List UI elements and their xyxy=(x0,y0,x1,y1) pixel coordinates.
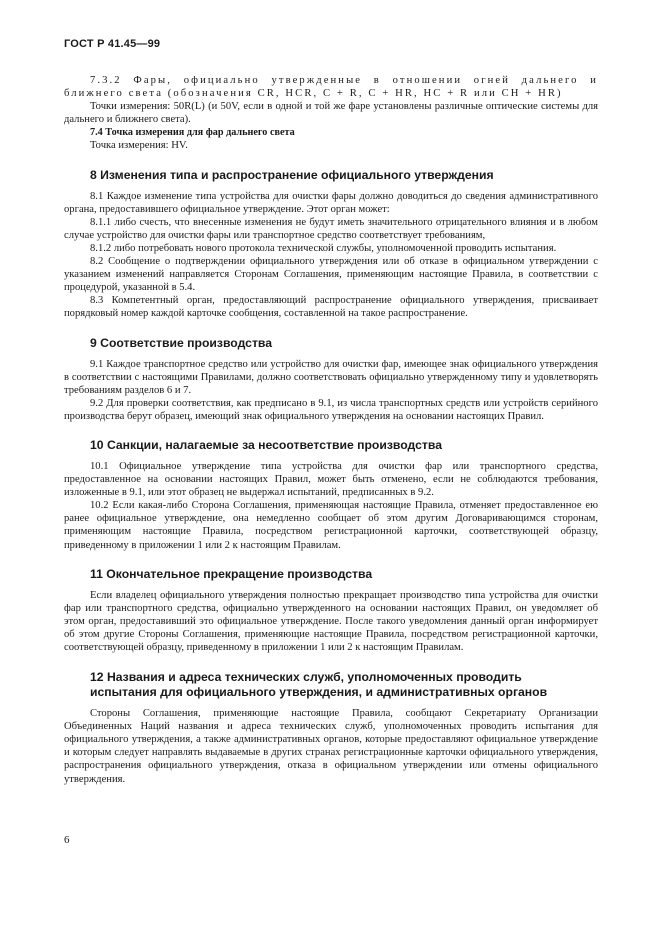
section-11-heading: 11 Окончательное прекращение производства xyxy=(90,566,373,581)
subheading-7-4: 7.4 Точка измерения для фар дальнего света xyxy=(90,127,295,139)
paragraph-9-2: 9.2 Для проверки соответствия, как предписано в 9.1, из числа транспортных средств или устройств серийного производства берут образец, имеющий знак официального утверждения на основании настоящих Правил. xyxy=(64,397,598,422)
paragraph-8-1: 8.1 Каждое изменение типа устройства для очистки фары должно доводиться до сведения административного органа, предоставившего официальное утверждение. Этот орган может: xyxy=(64,190,598,215)
paragraph-11: Если владелец официального утверждения полностью прекращает производство типа устройства для очистки фар или транспортного средства, официально утвержденного на основании настоящих Правил, он уведомляет об этом орган, предоставивший это официальное утверждение. После такого уведомления данный орган информирует об этом другие Стороны Соглашения, применяющие настоящие Правила, посредством регистрационной карточки, соответствующей образцу, приведенному в приложении 1 или 2 к настоящим Правилам. xyxy=(64,589,598,653)
paragraph-8-1-1: 8.1.1 либо счесть, что внесенные изменения не будут иметь значительного отрицательного влияния и в любом случае устройство для очистки фары или транспортное средство соответствует требованиям, xyxy=(64,216,598,241)
paragraph-8-3: 8.3 Компетентный орган, предоставляющий распространение официального утверждения, присваивает порядковый номер каждой карточке сообщения, составленной на такое распространение. xyxy=(64,295,598,320)
paragraph-10-1: 10.1 Официальное утверждение типа устройства для очистки фар или транспортного средства, предоставленное на основании настоящих Правил, может быть отменено, если не соблюдаются требования, изложенные в 9.1, или этот образец не выдержал испытаний, предписанных в 9.2. xyxy=(64,460,598,499)
paragraph-measurement-points: Точки измерения: 50R(L) (и 50V, если в одной и той же фаре установлены различные оптические системы для дальнего и ближнего света). xyxy=(64,101,598,126)
paragraph-measurement-point-hv: Точка измерения: HV. xyxy=(90,140,188,152)
paragraph-12: Стороны Соглашения, применяющие настоящие Правила, сообщают Секретариату Организации Объединенных Наций названия и адреса технических служб, уполномоченных проводить испытания для официального утверждения, а также административных органов, которые предоставляют официальное утверждение и которым следует направлять выдаваемые в других странах регистрационные карточки официального утверждения, распространения официального утверждения, отказа в официальном утверждении или отмены официального утверждения. xyxy=(64,708,598,785)
page-number: 6 xyxy=(64,834,70,846)
paragraph-7-3-2: 7.3.2 Фары, официально утвержденные в отношении огней дальнего и ближнего света (обозначения CR, HCR, C + R, C + HR, HC + R или CH + HR) xyxy=(64,75,598,100)
paragraph-8-1-2: 8.1.2 либо потребовать нового протокола технической службы, уполномоченной проводить испытания. xyxy=(90,242,557,254)
section-12-heading xyxy=(90,670,598,700)
section-9-heading: 9 Соответствие производства xyxy=(90,335,273,350)
page-content xyxy=(64,74,598,786)
paragraph-10-2: 10.2 Если какая-либо Сторона Соглашения, применяющая настоящие Правила, отменяет предоставленное ею ранее официальное утверждение, она немедленно сообщает об этом другим Договаривающимся сторонам, применяющим настоящие Правила, посредством регистрационной карточки, соответствующей образцу, приведенному в приложении 1 или 2 к настоящим Правилам. xyxy=(64,500,598,551)
section-12-heading-line2: испытания для официального утверждения, и административных органов xyxy=(90,685,548,700)
section-12-heading-line1: 12 Названия и адреса технических служб, уполномоченных проводить xyxy=(90,670,522,685)
document-header: ГОСТ Р 41.45—99 xyxy=(64,38,161,50)
section-8-heading: 8 Изменения типа и распространение официального утверждения xyxy=(90,167,494,182)
section-10-heading: 10 Санкции, налагаемые за несоответствие производства xyxy=(90,437,442,452)
paragraph-9-1: 9.1 Каждое транспортное средство или устройство для очистки фар, имеющее знак официального утверждения в соответствии с настоящими Правилами, должно соответствовать официально утвержденному типу и удовлетворять требованиям разделов 6 и 7. xyxy=(64,358,598,396)
paragraph-8-2: 8.2 Сообщение о подтверждении официального утверждения или об отказе в официальном утверждении с указанием изменений направляется Сторонам Соглашения, применяющим настоящие Правила, в соответствии с процедурой, указанной в 5.4. xyxy=(64,256,598,294)
